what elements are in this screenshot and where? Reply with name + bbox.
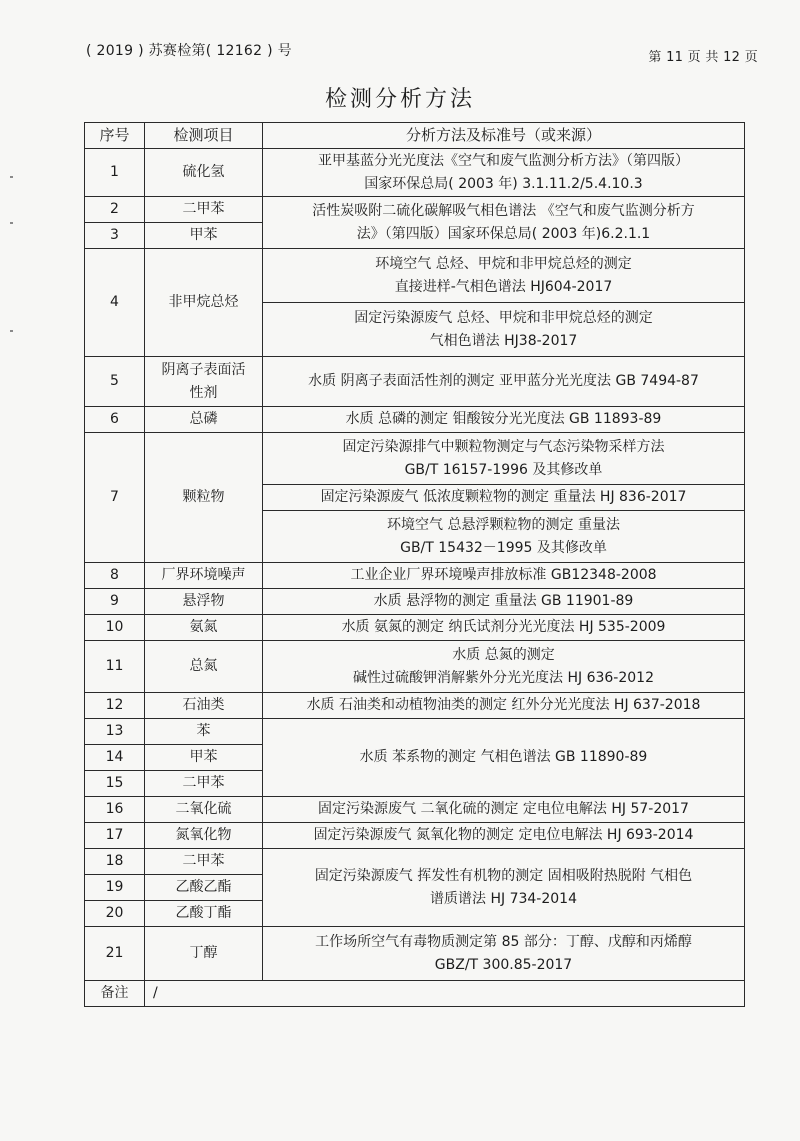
row-no: 10: [85, 615, 145, 641]
remark-row: [85, 981, 745, 1007]
method-line: GB/T 15432－1995 及其修改单: [400, 539, 607, 556]
row-no: 1: [85, 149, 145, 197]
col-header-method: 分析方法及标准号（或来源）: [263, 123, 745, 149]
row-item: 总氮: [145, 641, 263, 693]
method-line: 直接进样-气相色谱法 HJ604-2017: [394, 278, 613, 295]
row-method: [263, 511, 745, 563]
row-method: 固定污染源废气 氮氧化物的测定 定电位电解法 HJ 693-2014: [263, 823, 745, 849]
row-item: 氮氧化物: [145, 823, 263, 849]
row-item: 二甲苯: [145, 197, 263, 223]
row-item: 非甲烷总烃: [145, 249, 263, 357]
table-row: [85, 407, 745, 433]
method-line: 亚甲基蓝分光光度法《空气和废气监测分析方法》（第四版）: [318, 152, 689, 169]
row-item: 甲苯: [145, 223, 263, 249]
row-item: 二甲苯: [145, 849, 263, 875]
row-item: 二甲苯: [145, 771, 263, 797]
row-no: 3: [85, 223, 145, 249]
row-no: 18: [85, 849, 145, 875]
method-line: 固定污染源废气 总烃、甲烷和非甲烷总烃的测定: [354, 309, 653, 326]
table-row: [85, 357, 745, 407]
table-row: [85, 849, 745, 875]
row-method: 水质 总磷的测定 钼酸铵分光光度法 GB 11893-89: [263, 407, 745, 433]
table-row: [85, 719, 745, 745]
table-row: [85, 927, 745, 981]
row-method: [263, 849, 745, 927]
row-method: 水质 阴离子表面活性剂的测定 亚甲蓝分光光度法 GB 7494-87: [263, 357, 745, 407]
scan-mark: [10, 222, 13, 224]
method-line: GB/T 16157-1996 及其修改单: [404, 461, 603, 478]
row-method: 固定污染源废气 二氧化硫的测定 定电位电解法 HJ 57-2017: [263, 797, 745, 823]
method-line: 环境空气 总悬浮颗粒物的测定 重量法: [387, 516, 620, 533]
row-item: 颗粒物: [145, 433, 263, 563]
row-item: 总磷: [145, 407, 263, 433]
row-item: 乙酸丁酯: [145, 901, 263, 927]
row-item: 二氧化硫: [145, 797, 263, 823]
method-line: 谱质谱法 HJ 734-2014: [430, 890, 577, 907]
row-no: 15: [85, 771, 145, 797]
table-row: [85, 641, 745, 693]
row-item: [145, 357, 263, 407]
method-line: 工作场所空气有毒物质测定第 85 部分：丁醇、戊醇和丙烯醇: [315, 933, 692, 950]
method-line: 环境空气 总烃、甲烷和非甲烷总烃的测定: [375, 255, 632, 272]
table-header-row: [85, 123, 745, 149]
table-row: [85, 693, 745, 719]
table-row: [85, 797, 745, 823]
method-line: 法》（第四版）国家环保总局( 2003 年)6.2.1.1: [356, 225, 651, 242]
table-row: [85, 433, 745, 485]
row-no: 21: [85, 927, 145, 981]
row-no: 6: [85, 407, 145, 433]
col-header-no: 序号: [85, 123, 145, 149]
table-row: [85, 823, 745, 849]
row-method: 水质 氨氮的测定 纳氏试剂分光光度法 HJ 535-2009: [263, 615, 745, 641]
row-no: 2: [85, 197, 145, 223]
method-line: 国家环保总局( 2003 年) 3.1.11.2/5.4.10.3: [364, 175, 643, 192]
method-line: 碱性过硫酸钾消解紫外分光光度法 HJ 636-2012: [353, 669, 654, 686]
row-method: [263, 149, 745, 197]
method-line: 气相色谱法 HJ38-2017: [429, 332, 578, 349]
scan-mark: [10, 330, 13, 332]
row-method: [263, 927, 745, 981]
table-row: [85, 563, 745, 589]
row-no: 8: [85, 563, 145, 589]
row-no: 19: [85, 875, 145, 901]
row-item: 厂界环境噪声: [145, 563, 263, 589]
row-item: 石油类: [145, 693, 263, 719]
row-no: 5: [85, 357, 145, 407]
row-item: 苯: [145, 719, 263, 745]
table-row: [85, 249, 745, 303]
remark-label: 备注: [85, 981, 145, 1007]
method-line: 活性炭吸附二硫化碳解吸气相色谱法 《空气和废气监测分析方: [312, 202, 695, 219]
row-no: 12: [85, 693, 145, 719]
method-line: GBZ/T 300.85-2017: [434, 956, 573, 973]
row-item: 悬浮物: [145, 589, 263, 615]
table-row: [85, 615, 745, 641]
row-method: 水质 石油类和动植物油类的测定 红外分光光度法 HJ 637-2018: [263, 693, 745, 719]
row-method: [263, 303, 745, 357]
item-line: 性剂: [189, 384, 218, 401]
table-row: [85, 589, 745, 615]
row-item: 氨氮: [145, 615, 263, 641]
table-row: [85, 149, 745, 197]
row-no: 9: [85, 589, 145, 615]
row-method: 固定污染源废气 低浓度颗粒物的测定 重量法 HJ 836-2017: [263, 485, 745, 511]
method-line: 固定污染源废气 挥发性有机物的测定 固相吸附热脱附 气相色: [314, 867, 693, 884]
row-item: 丁醇: [145, 927, 263, 981]
row-method: 水质 悬浮物的测定 重量法 GB 11901-89: [263, 589, 745, 615]
method-line: 水质 总氮的测定: [452, 646, 555, 663]
scan-mark: [10, 176, 13, 178]
row-item: 乙酸乙酯: [145, 875, 263, 901]
table-row: [85, 197, 745, 223]
method-line: 固定污染源排气中颗粒物测定与气态污染物采样方法: [342, 438, 665, 455]
row-no: 7: [85, 433, 145, 563]
remark-value: /: [145, 981, 745, 1007]
item-line: 阴离子表面活: [161, 361, 246, 378]
page-title: 检测分析方法: [324, 87, 475, 112]
row-no: 20: [85, 901, 145, 927]
col-header-item: 检测项目: [145, 123, 263, 149]
row-no: 16: [85, 797, 145, 823]
page-indicator: 第 11 页 共 12 页: [648, 50, 758, 65]
method-table: [84, 122, 745, 1007]
row-item: 甲苯: [145, 745, 263, 771]
report-number: ( 2019 ) 苏赛检第( 12162 ) 号: [86, 43, 292, 59]
row-no: 4: [85, 249, 145, 357]
row-method: 水质 苯系物的测定 气相色谱法 GB 11890-89: [263, 719, 745, 797]
row-no: 14: [85, 745, 145, 771]
row-method: [263, 197, 745, 249]
row-method: [263, 641, 745, 693]
row-item: 硫化氢: [145, 149, 263, 197]
row-method: 工业企业厂界环境噪声排放标准 GB12348-2008: [263, 563, 745, 589]
row-method: [263, 249, 745, 303]
row-no: 11: [85, 641, 145, 693]
row-no: 13: [85, 719, 145, 745]
row-method: [263, 433, 745, 485]
row-no: 17: [85, 823, 145, 849]
